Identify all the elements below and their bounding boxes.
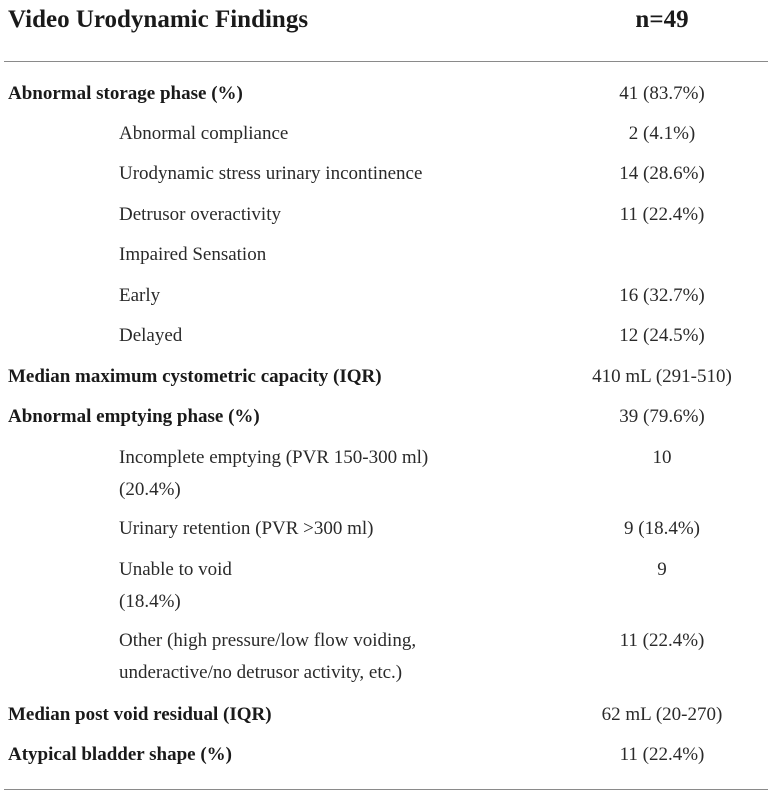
row-value: 2 (4.1%) bbox=[628, 123, 696, 144]
row-label: Detrusor overactivity bbox=[119, 204, 281, 225]
row-label-line2: (18.4%) bbox=[119, 591, 181, 612]
row-value: 14 (28.6%) bbox=[619, 163, 705, 184]
row-value: 410 mL (291-510) bbox=[592, 366, 732, 387]
row-value: 41 (83.7%) bbox=[619, 83, 705, 104]
footer-divider bbox=[4, 789, 768, 790]
row-value: 39 (79.6%) bbox=[619, 406, 705, 427]
table-header bbox=[0, 0, 772, 50]
row-label: Median post void residual (IQR) bbox=[8, 704, 272, 725]
row-label-line2: underactive/no detrusor activity, etc.) bbox=[119, 662, 403, 683]
row-value: 11 (22.4%) bbox=[619, 630, 705, 651]
row-label: Urinary retention (PVR >300 ml) bbox=[119, 518, 374, 539]
row-value: 11 (22.4%) bbox=[619, 204, 705, 225]
row-value: 16 (32.7%) bbox=[619, 285, 705, 306]
row-label: Abnormal storage phase (%) bbox=[8, 83, 243, 104]
row-value: 10 bbox=[652, 447, 672, 468]
row-label-line1: Other (high pressure/low flow voiding, bbox=[119, 630, 417, 651]
row-label: Median maximum cystometric capacity (IQR) bbox=[8, 366, 382, 387]
sample-size-header: n=49 bbox=[635, 6, 689, 33]
row-label: Abnormal emptying phase (%) bbox=[8, 406, 260, 427]
row-label-line1: Incomplete emptying (PVR 150-300 ml) bbox=[119, 447, 429, 468]
row-label: Atypical bladder shape (%) bbox=[8, 744, 232, 765]
row-label: Delayed bbox=[119, 325, 183, 346]
row-value: 9 bbox=[657, 559, 667, 580]
row-label: Urodynamic stress urinary incontinence bbox=[119, 163, 423, 184]
row-value: 12 (24.5%) bbox=[619, 325, 705, 346]
row-value: 9 (18.4%) bbox=[624, 518, 700, 539]
row-value: 11 (22.4%) bbox=[619, 744, 705, 765]
row-label: Abnormal compliance bbox=[119, 123, 289, 144]
row-label: Early bbox=[119, 285, 161, 306]
header-divider bbox=[4, 61, 768, 62]
row-label: Impaired Sensation bbox=[119, 244, 267, 265]
row-value: 62 mL (20-270) bbox=[601, 704, 723, 725]
row-label-line1: Unable to void bbox=[119, 559, 232, 580]
row-label-line2: (20.4%) bbox=[119, 479, 181, 500]
table-title: Video Urodynamic Findings bbox=[8, 6, 309, 33]
